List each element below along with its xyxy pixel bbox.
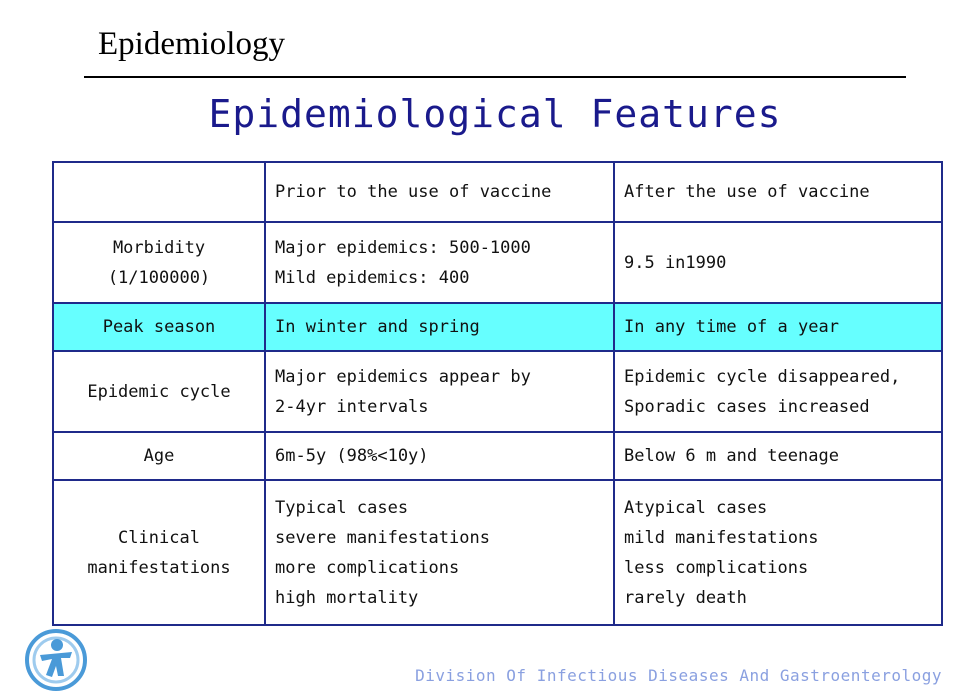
- prior-cell: [265, 303, 614, 351]
- row-label: [53, 432, 265, 480]
- table-row-clinical: [53, 480, 942, 625]
- row-label-line: Peak season: [102, 317, 216, 337]
- row-label-line: Age: [143, 446, 175, 466]
- cell-line: In any time of a year: [624, 317, 839, 337]
- table-row-epidemic-cycle: [53, 351, 942, 432]
- table-row-peak-season: [53, 303, 942, 351]
- header-cell-empty: [53, 162, 265, 222]
- row-label-line: Morbidity: [112, 237, 206, 258]
- cell-line: Typical cases: [275, 497, 409, 518]
- cell-line: 9.5 in1990: [624, 252, 727, 273]
- cell-line: mild manifestations: [624, 527, 819, 548]
- cell-line: In winter and spring: [275, 317, 480, 337]
- row-label-line: Clinical: [118, 527, 200, 548]
- slide-title: Epidemiological Features: [208, 92, 782, 136]
- after-cell: [614, 351, 942, 432]
- row-label: [53, 351, 265, 432]
- cell-line: Epidemic cycle disappeared,: [624, 366, 901, 387]
- cell-line: high mortality: [275, 587, 419, 608]
- footer-division: Division Of Infectious Diseases And Gastroenterology: [415, 666, 942, 685]
- after-cell: [614, 432, 942, 480]
- row-label: [53, 303, 265, 351]
- table-header-row: [53, 162, 942, 222]
- cell-line: more complications: [275, 557, 460, 578]
- header-cell-after: After the use of vaccine: [614, 162, 942, 222]
- cell-line: Below 6 m and teenage: [624, 446, 839, 466]
- prior-cell: [265, 432, 614, 480]
- cell-line: severe manifestations: [275, 527, 490, 548]
- cell-line: 6m-5y (98%<10y): [275, 446, 429, 466]
- cell-line: Major epidemics: 500-1000: [275, 237, 531, 258]
- after-cell: [614, 303, 942, 351]
- heading-underline: [84, 76, 906, 78]
- features-table: [52, 161, 943, 626]
- cell-line: Mild epidemics: 400: [275, 267, 470, 288]
- cell-line: less complications: [624, 557, 809, 578]
- table-row-age: [53, 432, 942, 480]
- header-cell-prior: Prior to the use of vaccine: [265, 162, 614, 222]
- prior-cell: [265, 222, 614, 303]
- row-label-line: (1/100000): [107, 267, 211, 288]
- prior-cell: [265, 480, 614, 625]
- cell-line: Sporadic cases increased: [624, 396, 870, 417]
- row-label: [53, 480, 265, 625]
- after-cell: [614, 480, 942, 625]
- cell-line: Atypical cases: [624, 497, 768, 518]
- child-figure-logo-icon: [24, 628, 88, 692]
- section-heading: Epidemiology: [98, 26, 285, 62]
- row-label-line: manifestations: [87, 557, 231, 578]
- cell-line: Major epidemics appear by: [275, 366, 531, 387]
- cell-line: rarely death: [624, 587, 747, 608]
- table-row-morbidity: [53, 222, 942, 303]
- prior-cell: [265, 351, 614, 432]
- row-label: [53, 222, 265, 303]
- cell-line: 2-4yr intervals: [275, 396, 429, 417]
- after-cell: [614, 222, 942, 303]
- row-label-line: Epidemic cycle: [87, 381, 231, 402]
